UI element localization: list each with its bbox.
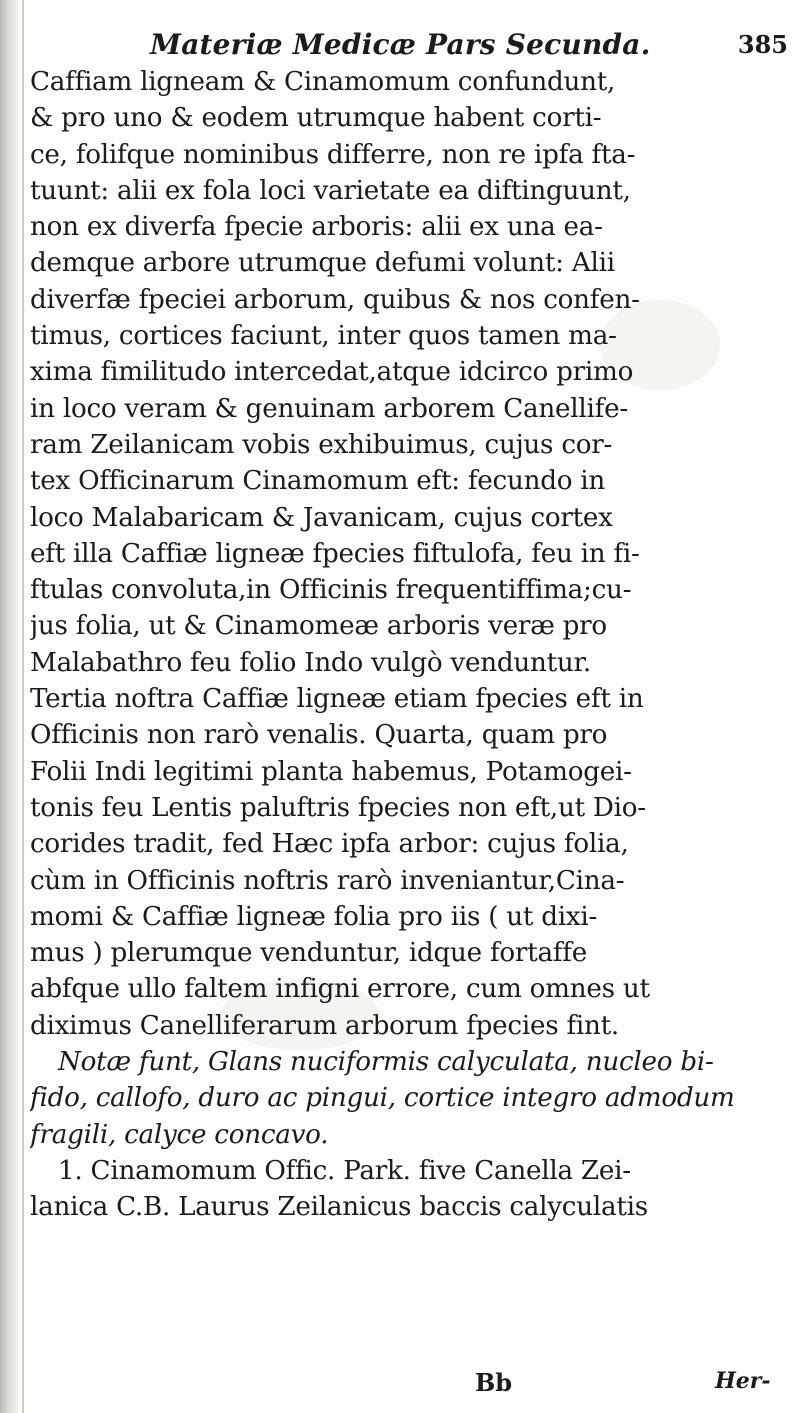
text-line: tuunt: alii ex fola loci varietate ea diftinguunt, [30, 175, 631, 206]
text-line: in loco veram & genuinam arborem Canellife- [30, 393, 628, 424]
text-line: jus folia, ut & Cinamomeæ arboris veræ pro [30, 611, 607, 642]
page-footer [0, 1368, 800, 1404]
text-line: momi & Caffiæ ligneæ folia pro iis ( ut dixi- [30, 901, 598, 932]
text-line: tonis feu Lentis paluftris fpecies non eft,ut Dio- [30, 792, 646, 823]
italic-note-line: fragili, calyce concavo. [30, 1119, 329, 1150]
text-line: cùm in Officinis noftris rarò inveniantur,Cina- [30, 865, 625, 896]
text-line: xima fimilitudo intercedat,atque idcirco primo [30, 357, 634, 388]
text-line: Tertia noftra Caffiæ ligneæ etiam fpecies eft in [30, 684, 644, 715]
text-line: Caffiam ligneam & Cinamomum confundunt, [30, 67, 616, 97]
text-line: & pro uno & eodem utrumque habent corti- [30, 103, 602, 134]
text-line: loco Malabaricam & Javanicam, cujus cortex [30, 502, 613, 533]
text-line: mus ) plerumque venduntur, idque fortaffe [30, 938, 587, 969]
text-line: Malabathro feu folio Indo vulgò venduntur. [30, 647, 591, 678]
running-header [150, 28, 790, 68]
text-line: ce, folifque nominibus differre, non re ipfa fta- [30, 139, 636, 170]
gutter-line [22, 0, 24, 1413]
text-line: Folii Indi legitimi planta habemus, Potamogei- [30, 756, 632, 787]
text-line: lanica C.B. Laurus Zeilanicus baccis calyculatis [30, 1192, 648, 1223]
page-number: 385 [737, 30, 788, 59]
body-text [30, 64, 790, 1226]
italic-note-line: Notæ funt, Glans nuciformis calyculata, nucleo bi- [58, 1047, 714, 1078]
text-line: ram Zeilanicam vobis exhibuimus, cujus cor- [30, 429, 613, 460]
text-line: tex Officinarum Cinamomum eft: fecundo in [30, 466, 606, 497]
running-title: Materiæ Medicæ Pars Secunda. [150, 28, 651, 61]
text-line: corides tradit, fed Hæc ipfa arbor: cujus folia, [30, 829, 629, 860]
text-line: abfque ullo faltem infigni errore, cum omnes ut [30, 974, 650, 1005]
text-line: demque arbore utrumque defumi volunt: Alii [30, 248, 615, 279]
text-line: timus, cortices faciunt, inter quos tamen ma- [30, 321, 617, 352]
text-line: ftulas convoluta,in Officinis frequentiffima;cu- [30, 575, 632, 606]
catchword: Her- [715, 1368, 771, 1394]
text-line: Officinis non rarò venalis. Quarta, quam pro [30, 720, 608, 751]
italic-note-line: fido, callofo, duro ac pingui, cortice integro admodum [30, 1083, 735, 1114]
text-line: 1. Cinamomum Offic. Park. five Canella Zei- [58, 1155, 631, 1186]
text-line: eft illa Caffiæ ligneæ fpecies fiftulofa, feu in fi- [30, 538, 640, 569]
text-line: diximus Canelliferarum arborum fpecies fint. [30, 1010, 619, 1041]
signature-mark: Bb [475, 1368, 513, 1397]
text-line: non ex diverfa fpecie arboris: alii ex una ea- [30, 212, 603, 243]
page-gutter-shadow [0, 0, 18, 1413]
text-line: diverfæ fpeciei arborum, quibus & nos confen- [30, 284, 640, 315]
